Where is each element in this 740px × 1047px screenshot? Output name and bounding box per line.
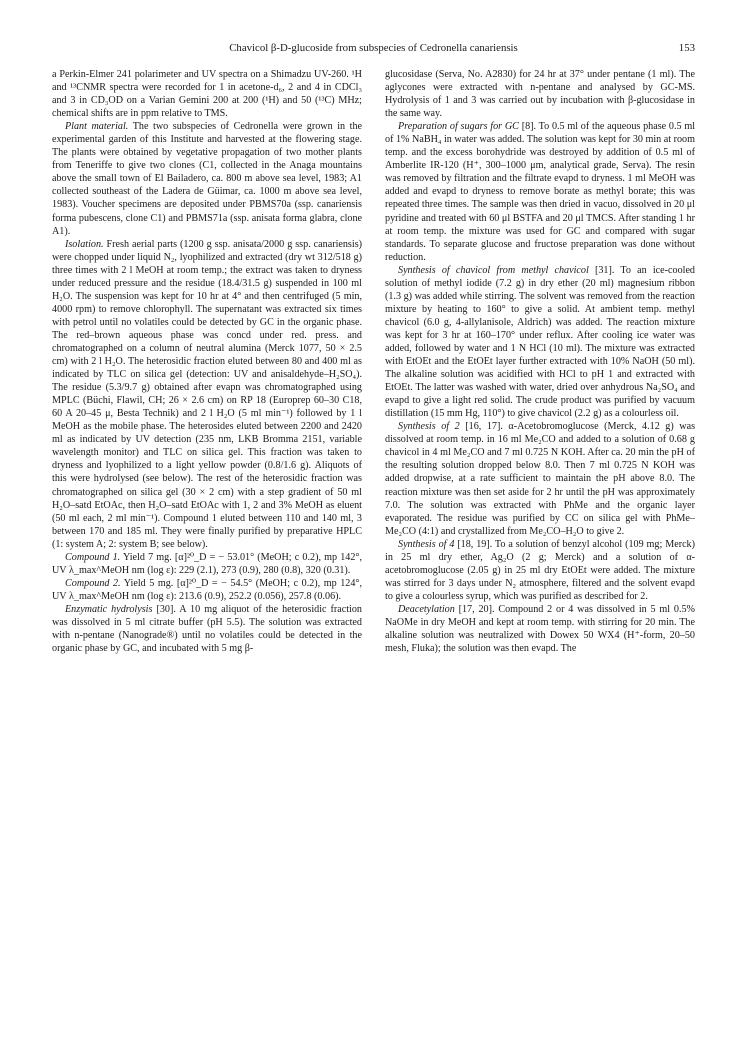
paragraph	[52, 551, 362, 577]
paragraph-text: [31]. To an ice-cooled solution of methyl iodide (7.2 g) in dry ether (20 ml) magnesium ribbon (1.3 g) was added while stirring. The solvent was removed from the reaction mixture by heating to 160° to give a solid. At ambient temp. methyl chavicol (6.0 g, 4-allylanisole, Aldrich) was added. The reaction mixture was kept for 3 hr at 160–170° under reflux. After cooling ice water was added, followed by water and 1 N HCl (10 ml). The mixture was extracted with EtOEt and the EtOEt layer further extracted with 10% NaOH (50 ml). The alkaline solution was acidified with HCl to pH 1 and extracted with EtOEt. The latter was washed with water, dried over anhydrous Na₂SO₄ and evapd to give a light red solid. The crude product was purified by vacuum distillation (15 mm Hg, 110°) to give chavicol (2.2 g) as a colourless oil.	[385, 264, 695, 420]
left-column	[52, 68, 362, 1028]
paragraph-text: [18, 19]. To a solution of benzyl alcohol (109 mg; Merck) in 25 ml dry ether, Ag₂O (2 g; Merck) and a solution of α-acetobromoglucose (2.05 g) in 25 ml dry EtOEt were added. The mixture was stirred for 3 days under N₂ atmosphere, filtered and the solvent evapd to give a colourless syrup, which was purified as described for 2.	[385, 538, 695, 602]
paragraph	[52, 603, 362, 655]
paragraph-text: [30]. A 10 mg aliquot of the heterosidic fraction was dissolved in 5 ml citrate buffer (pH 5.5). The solution was extracted with n-pentane (Nanograde®) until no volatiles could be detected in the organic phase by GC, and incubated with 5 mg β-	[52, 603, 362, 655]
paragraph-text: a Perkin-Elmer 241 polarimeter and UV spectra on a Shimadzu UV-260. ¹H and ¹³CNMR spectra were recorded for 1 in acetone-d₆, 2 and 4 in CDCl₃ and 3 in CD₃OD on a Varian Gemini 200 at 200 (¹H) and 50 (¹³C) MHz; chemical shifts are in ppm relative to TMS.	[52, 69, 362, 120]
paragraph-text: [16, 17]. α-Acetobromoglucose (Merck, 4.12 g) was dissolved at room temp. in 16 ml Me₂CO and added to a solution of 0.68 g chavicol in 4 ml Me₂CO and 7 ml 0.725 N KOH. After ca. 20 min the pH of the resulting solution dropped below 8.0. Then 7 ml 0.725 N KOH was added dropwise, at a rate sufficient to maintain the pH above 8.0. The reaction mixture was then set aside for 2 hr until the pH was approximately 7.0. The solution was extracted with PhMe and the organic layer evaporated. The residue was purified by CC on silica gel with PhMe–Me₂CO (4:1) and crystallized from Me₂CO–H₂O to give 2.	[385, 421, 695, 537]
paragraph	[385, 538, 695, 603]
two-column-body	[52, 68, 695, 1028]
paragraph	[385, 420, 695, 537]
paragraph-text: glucosidase (Serva, No. A2830) for 24 hr at 37° under pentane (1 ml). The aglycones were extracted with n-pentane and analysed by GC-MS. Hydrolysis of 1 and 3 was carried out by incubation with β-glucosidase in the same way.	[385, 69, 695, 120]
paragraph	[52, 577, 362, 603]
page-number: 153	[678, 42, 695, 54]
paragraph-text: [8]. To 0.5 ml of the aqueous phase 0.5 ml of 1% NaBH₄ in water was added. The solution was kept for 30 min at room temp. and the excess borohydride was destroyed by addition of 0.5 ml of Amberlite IR-120 (H⁺, 300–1000 μm, analytical grade, Serva). The resin was removed by filtration and the filtrate evapd to dryness. 1 ml MeOH was added and evapd to dryness to remove borate as methyl borate; this was repeated three times. The sample was then dried in vacuo, dissolved in 20 μl pyridine and treated with 60 μl BSTFA and 20 μl TMCS. After standing 1 hr at room temp. the mixture was used for GC and compared with sugar standards. To separate glucose and fructose preparation was done without reduction.	[385, 121, 695, 263]
paragraph-heading: Isolation.	[65, 238, 104, 250]
paragraph-text: Yield 5 mg. [α]²⁰_D = − 54.5° (MeOH; c 0.2), mp 124°, UV λ_max^MeOH nm (log ε): 213.6 (0.9), 252.2 (0.056), 257.8 (0.06).	[52, 577, 362, 602]
paragraph	[52, 238, 362, 551]
paragraph-heading: Synthesis of chavicol from methyl chavicol	[398, 264, 589, 276]
paragraph-text: [17, 20]. Compound 2 or 4 was dissolved in 5 ml 0.5% NaOMe in dry MeOH and kept at room temp. with stirring for 20 min. The alkaline solution was neutralized with Dowex 50 WX4 (H⁺-form, 20–50 mesh, Fluka); the solution was then evapd. The	[385, 603, 695, 655]
paragraph-heading: Compound 1.	[65, 551, 121, 563]
paragraph-text: Yield 7 mg. [α]²⁰_D = − 53.01° (MeOH; c 0.2), mp 142°, UV λ_max^MeOH nm (log ε): 229 (2.1), 273 (0.9), 280 (0.8), 320 (0.31).	[52, 551, 362, 576]
paragraph-heading: Enzymatic hydrolysis	[65, 603, 153, 615]
paragraph-heading: Preparation of sugars for GC	[398, 121, 519, 133]
paragraph	[385, 603, 695, 655]
running-header	[52, 40, 695, 56]
paragraph	[385, 120, 695, 264]
paragraph-text: The two subspecies of Cedronella were grown in the experimental garden of this Institute and harvested at the flowering stage. The plants were obtained by vegetative propagation of two mother plants from Teneriffe to give two clones (C1, collected in the Anaga mountains above the small town of El Bailadero, ca. 800 m above sea level, 1983; A1 collected southeast of the Ladera de Güimar, ca. 1000 m above sea level, 1983). Voucher specimens are deposited under PBMS70a (ssp. canariensis forma pubescens, clone C1) and PBMS71a (ssp. anisata forma glabra, clone A1).	[52, 121, 362, 237]
paragraph-heading: Synthesis of 4	[398, 538, 455, 550]
right-column	[385, 68, 695, 1028]
paragraph-heading: Plant material.	[65, 121, 129, 133]
running-title: Chavicol β-D-glucoside from subspecies of Cedronella canariensis	[229, 42, 518, 54]
paragraph-heading: Synthesis of 2	[398, 421, 460, 433]
paragraph-heading: Compound 2.	[65, 577, 121, 589]
paragraph	[52, 120, 362, 237]
paragraph	[385, 264, 695, 421]
paragraph-text: Fresh aerial parts (1200 g ssp. anisata/2000 g ssp. canariensis) were chopped under liquid N₂, lyophilized and extracted (dry wt 312/518 g) three times with 2 l MeOH at room temp.; the extract was taken to dryness under reduced pressure and the residue (18.4/31.5 g) suspended in 100 ml H₂O. The suspension was kept for 10 hr at 4° and then centrifuged (5 min, 4000 rpm) to remove chlorophyll. The supernatant was extracted six times with petrol until no volatiles could be detected by GC in the organic phase. The red–brown aqueous phase was concd under red. press. and chromatographed on a column of neutral alumina (Merck 1077, 50 × 2.5 cm) with 2 l H₂O. The heterosidic fraction eluted between 80 and 400 ml as indicated by TLC on silica gel (detection: UV and anisaldehyde–H₂SO₄). The residue (5.3/9.7 g) obtained after evapn was chromatographed using MPLC (Büchi, Flawil, CH; 26 × 2.6 cm) on RP 18 (Europrep 60–30 C18, 60 A 20–45 μ, Besta Technik) and 2 l H₂O (5 ml min⁻¹) followed by 1 l MeOH as the mobile phase. The heterosides eluted between 2200 and 2420 ml as indicated by UV detection (235 nm, LKB Bromma 2151, variable wavelength monitor) and TLC on silica gel. This fraction was taken to dryness and lyophilized to a light yellow powder (0.8/1.6 g). Aliquots of this were hydrolysed (see below). The rest of the heterosidic fraction was chromatographed on silica gel (30 × 2 cm) with a step gradient of 50 ml H₂O–satd EtOAc, then H₂O–satd EtOAc with 1, 2 and 3% MeOH as eluent (50 ml each, 2 ml min⁻¹). Compound 1 eluted between 110 and 140 ml, 3 between 170 and 185 ml. They were finally purified by preparative HPLC (1: system A; 2: system B; see below).	[52, 238, 362, 550]
paragraph-heading: Deacetylation	[398, 603, 455, 615]
paragraph	[52, 68, 362, 120]
paragraph	[385, 68, 695, 120]
